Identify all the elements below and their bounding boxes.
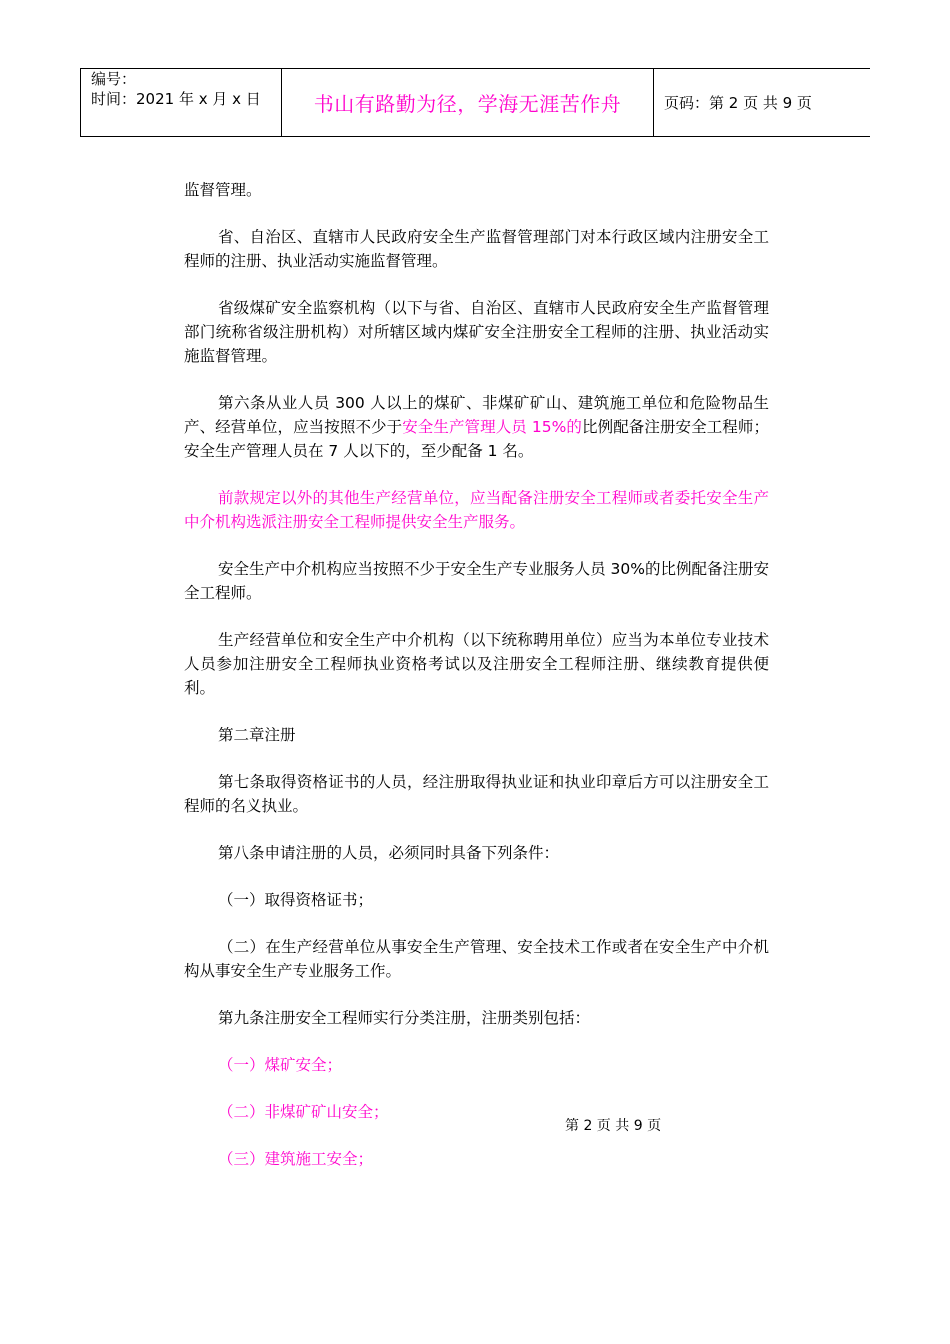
paragraph-text: 比例配备注册安全工程师；安全生产管理人员在 7 人以下的，至少配备 1 名。 [184,418,769,460]
list-item: （一）取得资格证书； [218,891,374,909]
highlighted-list-item: （一）煤矿安全； [218,1056,343,1074]
document-time-label: 时间：2021 年 x 月 x 日 [91,90,261,108]
page-footer: 第 2 页 共 9 页 [565,1118,662,1134]
paragraph: 省级煤矿安全监察机构（以下与省、自治区、直辖市人民政府安全生产监督管理部门统称省级注册机构）对所辖区域内煤矿安全注册安全工程师的注册、执业活动实施监督管理。 [184,299,769,365]
document-body [184,178,769,1194]
highlighted-paragraph: 前款规定以外的其他生产经营单位，应当配备注册安全工程师或者委托安全生产中介机构选派注册安全工程师提供安全生产服务。 [184,489,769,531]
paragraph: 生产经营单位和安全生产中介机构（以下统称聘用单位）应当为本单位专业技术人员参加注册安全工程师执业资格考试以及注册安全工程师注册、继续教育提供便利。 [184,631,769,697]
paragraph-text: 第六条从业人员 300 人以上的煤矿、非煤矿矿山、建筑施工单位和危险物品生产、经营单位，应当按照不少于 [184,394,769,436]
header-info-cell [80,69,281,136]
list-item: （二）在生产经营单位从事安全生产管理、安全技术工作或者在安全生产中介机构从事安全生产专业服务工作。 [184,938,769,980]
paragraph: 安全生产中介机构应当按照不少于安全生产专业服务人员 30%的比例配备注册安全工程师。 [184,560,769,602]
paragraph: 省、自治区、直辖市人民政府安全生产监督管理部门对本行政区域内注册安全工程师的注册、执业活动实施监督管理。 [184,228,769,270]
paragraph: 监督管理。 [184,181,262,199]
document-number-label: 编号： [91,70,137,88]
chapter-heading: 第二章注册 [218,726,296,744]
highlighted-list-item: （三）建筑施工安全； [218,1150,374,1168]
highlighted-text: 安全生产管理人员 15%的 [402,418,583,436]
paragraph: 第九条注册安全工程师实行分类注册，注册类别包括： [218,1009,591,1027]
header-page-code: 页码：第 2 页 共 9 页 [664,94,812,112]
highlighted-list-item: （二）非煤矿矿山安全； [218,1103,389,1121]
paragraph [184,391,769,463]
paragraph: 第七条取得资格证书的人员，经注册取得执业证和执业印章后方可以注册安全工程师的名义执业。 [184,773,769,815]
document-header [80,68,870,137]
header-motto: 书山有路勤为径，学海无涯苦作舟 [281,69,654,136]
paragraph: 第八条申请注册的人员，必须同时具备下列条件： [218,844,560,862]
